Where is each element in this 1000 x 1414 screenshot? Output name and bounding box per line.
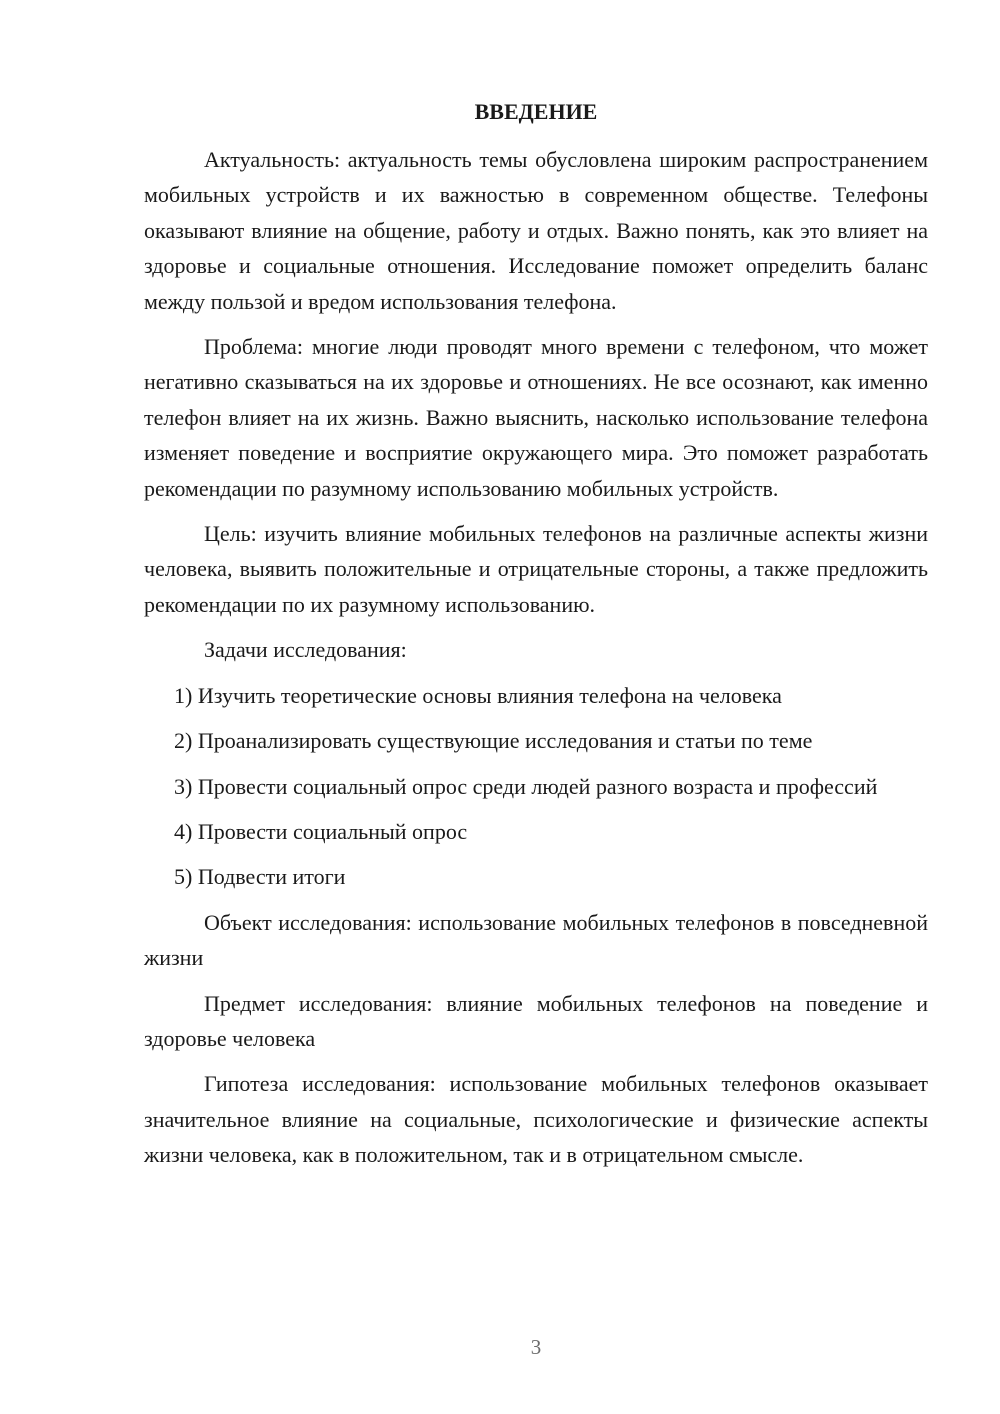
- task-item: 5) Подвести итоги: [174, 864, 346, 890]
- research-object-paragraph: Объект исследования: использование мобильных телефонов в повседневной жизни: [144, 909, 928, 971]
- research-subject-paragraph: Предмет исследования: влияние мобильных телефонов на поведение и здоровье человека: [144, 990, 928, 1051]
- goal-paragraph: Цель: изучить влияние мобильных телефонов на различные аспекты жизни человека, выявить положительные и отрицательные стороны, а также предложить рекомендации по их разумному использованию.: [144, 521, 928, 617]
- task-item: 1) Изучить теоретические основы влияния телефона на человека: [174, 682, 782, 708]
- task-item: 4) Провести социальный опрос: [174, 818, 468, 844]
- tasks-heading: Задачи исследования:: [204, 637, 407, 663]
- page-title: ВВЕДЕНИЕ: [474, 99, 598, 124]
- page-number: 3: [530, 1335, 542, 1359]
- hypothesis-paragraph: Гипотеза исследования: использование мобильных телефонов оказывает значительное влияние на социальные, психологические и физические аспекты жизни человека, как в положительном, так и в отрицательном смысле.: [144, 1071, 928, 1168]
- relevance-paragraph: Актуальность: актуальность темы обусловлена широким распространением мобильных устройств и их важностью в современном обществе. Телефоны оказывают влияние на общение, работу и отдых. Важно понять, как это влияет на здоровье и социальные отношения. Исследование поможет определить баланс между пользой и вредом использования телефона.: [144, 147, 928, 314]
- task-item: 2) Проанализировать существующие исследования и статьи по теме: [174, 728, 813, 754]
- problem-paragraph: Проблема: многие люди проводят много времени с телефоном, что может негативно сказываться на их здоровье и отношениях. Не все осознают, как именно телефон влияет на их жизнь. Важно выяснить, насколько использование телефона изменяет поведение и восприятие окружающего мира. Это поможет разработать рекомендации по разумному использованию мобильных устройств.: [144, 334, 928, 501]
- page-content: [144, 96, 928, 1183]
- task-item: 3) Провести социальный опрос среди людей разного возраста и профессий: [174, 773, 878, 799]
